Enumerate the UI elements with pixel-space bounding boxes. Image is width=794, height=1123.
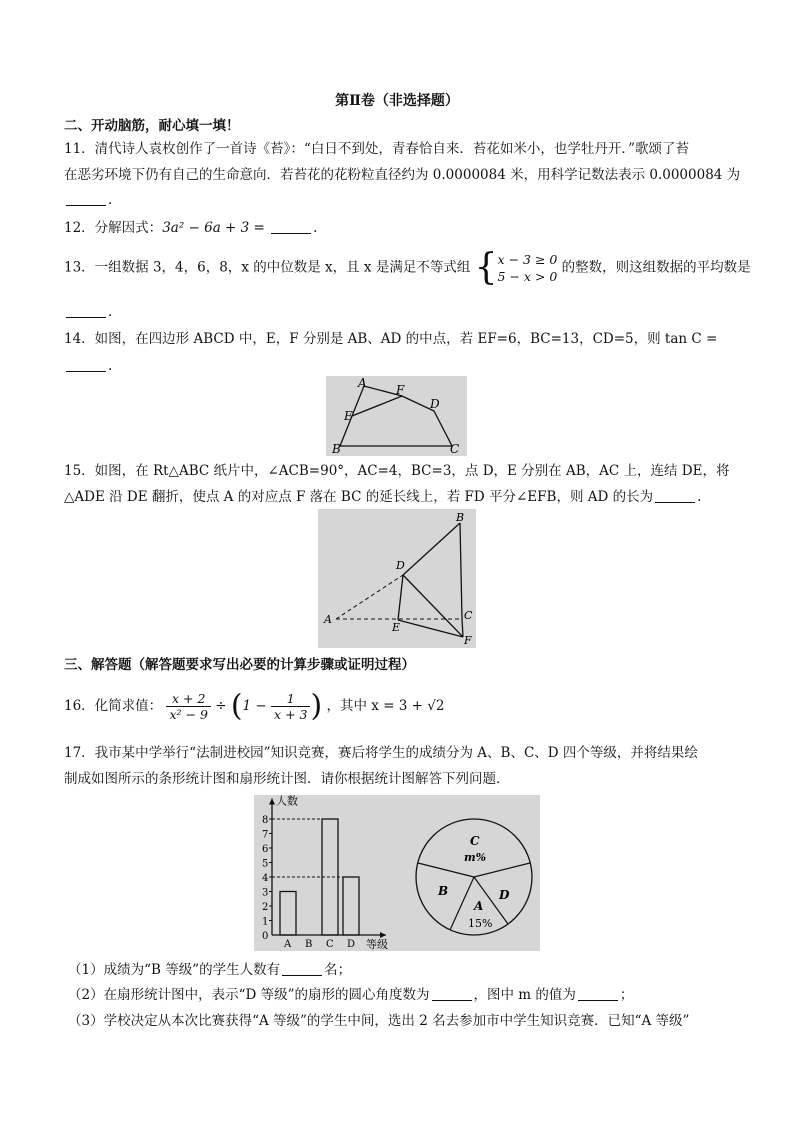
q17-line2: 制成如图所示的条形统计图和扇形统计图．请你根据统计图解答下列问题． [64,771,510,787]
q16: 16．化简求值： $\frac{x + 2}{\text{x² − 9}}$ ÷ (1 − $\frac{1}{x + 3}$ ) ，其中 x = 3 + √2 [64,688,445,724]
q11-answer-blank[interactable] [66,191,106,206]
q12-answer-blank[interactable] [271,219,311,234]
q15-figure [318,509,476,648]
q14-label-e: E [344,409,353,423]
q14-label-b: B [332,442,341,456]
q14-label-d: D [430,397,440,411]
bar-xtick-label: C [326,939,334,950]
pie-label-a: A [474,899,484,913]
bar-ytick-label: 2 [262,902,269,913]
page-title: 第Ⅱ卷（非选择题） [335,93,459,109]
pie-text-a: 15% [468,917,493,930]
bar-chart-xlabel: 等级 [366,938,388,951]
q15-label-c: C [464,609,473,622]
q14-label-f: F [396,383,405,397]
q15-label-b: B [456,511,465,524]
q17-sub2-blank-a[interactable] [432,986,472,1001]
bar-D [343,877,359,935]
pie-label-d: D [499,888,510,902]
q15-line1: 15．如图，在 Rt△ABC 纸片中，∠ACB=90°，AC=4，BC=3，点 D，E 分别在 AB，AC 上，连结 DE，将 [64,463,730,479]
bar-y-axis-arrow [269,799,275,805]
q15-label-e: E [392,621,401,634]
q14-answer-blank[interactable] [66,357,106,372]
section-2-heading: 二、开动脑筋，耐心填一填！ [64,118,240,134]
bar-ytick-label: 6 [262,844,269,855]
q11-answer-line: . [64,190,112,210]
q15-label-f: F [464,634,472,647]
bar-ytick-label: 3 [262,887,269,899]
q14-line1: 14．如图，在四边形 ABCD 中，E，F 分别是 AB、AD 的中点，若 EF=6，BC=13，CD=5，则 tan C = [64,331,718,347]
bar-ytick-label: 1 [262,916,269,928]
q17-figure [254,795,540,951]
q14-answer-line: . [64,356,112,376]
bar-ytick-label: 8 [262,815,269,826]
q13-answer-blank[interactable] [66,303,106,318]
pie-label-b: B [438,884,449,898]
pie-chart [414,817,534,937]
q17-sub1-blank[interactable] [282,961,322,976]
q11-line2: 在恶劣环境下仍有自己的生命意向．若苔花的花粉粒直径约为 0.0000084 米，用科学记数法表示 0.0000084 为 [64,167,741,183]
q17-sub2-blank-b[interactable] [578,986,618,1001]
pie-divider-c-b [418,863,474,877]
bar-ytick-label: 4 [262,873,269,884]
q15-label-d: D [396,559,405,572]
q17-sub1: （1）成绩为“B 等级”的学生人数有 名； [68,962,352,978]
q14-figure [326,376,467,456]
bar-ytick-label: 0 [262,931,269,942]
bar-chart-ylabel: 人数 [276,795,298,808]
pie-label-c: C [470,834,480,848]
bar-ytick-label: 5 [262,858,269,870]
q15-answer-blank[interactable] [655,488,695,503]
q13: 13．一组数据 3，4，6，8，x 的中位数是 x，且 x 是满足不等式组 { x − 3 ≥ 0 5 − x > 0 的整数，则这组数据的平均数是 [64,247,751,288]
q13-answer-line: . [64,302,112,322]
pie-text-c: m% [464,851,487,864]
q12: 12．分解因式：3a² − 6a + 3 = . [64,220,318,236]
section-3-heading: 三、解答题（解答题要求写出必要的计算步骤或证明过程） [64,657,415,673]
q14-label-a: A [358,376,367,390]
bar-xtick-label: B [305,939,313,950]
q17-line1: 17．我市某中学举行“法制进校园”知识竞赛，赛后将学生的成绩分为 A、B、C、D 四个等级，并将结果绘 [64,745,698,761]
bar-ytick-label: 7 [262,829,269,841]
q14-label-c: C [450,442,460,456]
bar-A [280,892,296,936]
quadrilateral-diagram [326,376,467,456]
pie-divider-d-c [474,863,530,877]
triangle-fold-diagram [318,509,476,648]
q17-sub2: （2）在扇形统计图中，表示“D 等级”的扇形的圆心角度数为 ，图中 m 的值为 ； [68,987,634,1003]
bar-xtick-label: A [284,939,292,950]
q17-sub3: （3）学校决定从本次比赛获得“A 等级”的学生中间，选出 2 名去参加市中学生知识竞赛．已知“A 等级” [68,1013,690,1029]
bar-xtick-label: D [347,939,356,950]
q11-line1: 11．清代诗人袁枚创作了一首诗《苔》：“白日不到处，青春恰自来．苔花如米小，也学牡丹开．”歌颂了苔 [64,141,689,157]
q15-label-a: A [324,613,332,626]
q15-line2: △ADE 沿 DE 翻折，使点 A 的对应点 F 落在 BC 的延长线上，若 FD 平分∠EFB，则 AD 的长为 . [64,489,702,505]
